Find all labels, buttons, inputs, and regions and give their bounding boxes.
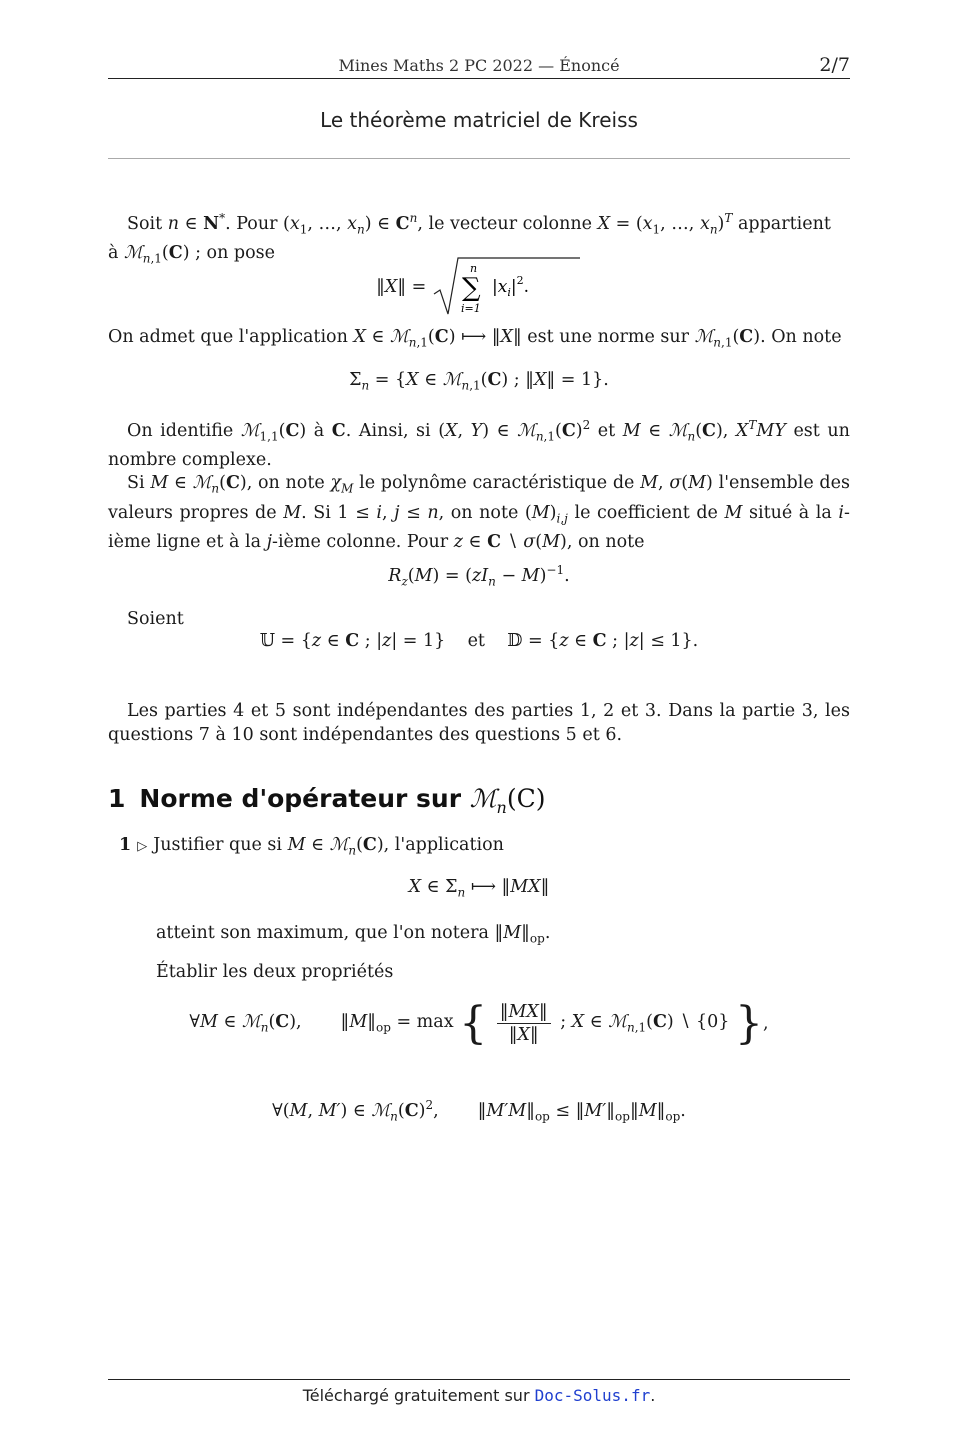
norm-formula: ‖X‖ = n ∑ i=1 $|x_i|^2$.: [108, 256, 850, 318]
footer-divider: [108, 1379, 850, 1380]
footer-text: Téléchargé gratuitement sur: [302, 1386, 530, 1405]
charpoly-text-f: , on note: [438, 502, 519, 523]
title-divider: [108, 158, 850, 159]
sigma-definition: $\Sigma_n = \{X$ ∈ ℳ$_{n,1}$(C) ; ‖X‖ = 1}.: [349, 370, 609, 393]
resolvent-formula: $R_z(M) = (zI_n - M)^{-1}$.: [388, 563, 570, 589]
section-title: Norme d'opérateur sur: [139, 784, 462, 813]
property-1-formula: ∀M ∈ ℳ$_n$(C), $‖M‖_{op} = \max$ { $\frac{‖MX‖}{‖X‖}$ ; X ∈ ℳ$_{n,1}$(C) ∖ {0} },: [189, 998, 769, 1049]
soient-label: Soient: [127, 609, 184, 629]
footer-dot: .: [650, 1386, 656, 1405]
footer-link[interactable]: Doc-Solus.fr: [534, 1386, 651, 1405]
et-word: et: [467, 631, 485, 651]
charpoly-text-g: le coefficient de: [574, 502, 718, 523]
charpoly-text-b: , on note: [246, 473, 325, 493]
admit-text-b: est une norme sur: [527, 327, 689, 347]
charpoly-text-c: le polynôme caractéristique de: [359, 473, 635, 493]
page-number: 2/7: [819, 54, 850, 76]
reach-paragraph: atteint son maximum, que l'on notera $‖M‖_{op}$.: [156, 923, 551, 946]
intro-text-a: à: [108, 243, 119, 264]
establish-paragraph: Établir les deux propriétés: [156, 962, 394, 982]
charpoly-text-j: -ième colonne. Pour: [272, 532, 449, 552]
admit-text-a: On admet que l'application: [108, 327, 348, 347]
svg-text:i=1: i=1: [460, 302, 481, 315]
header-title: Mines Maths 2 PC 2022 — Énoncé: [338, 56, 620, 75]
map-formula: X ∈ $\Sigma_n$ ⟼ ‖MX‖: [408, 877, 550, 900]
question-text-b: , l'application: [383, 835, 504, 855]
charpoly-paragraph: Si M ∈ ℳ$_n$(C), on note $\chi_M$ le polynôme caractéristique de M, σ(M) l'ensemble des valeurs propres de M. Si 1 ≤ i, j ≤ n, on note $(M)_{i,j}$ le coefficient de M situé à la i-ième ligne et à la j-ième colonne. Pour z ∈ C ∖ σ(M), on note: [108, 473, 850, 552]
svg-text:n: n: [469, 262, 477, 275]
ident-text-c: . Ainsi, si: [345, 420, 431, 441]
charpoly-text-i: -ième ligne et à la: [108, 502, 850, 552]
document-title: Le théorème matriciel de Kreiss: [320, 108, 638, 132]
section-number: 1: [108, 784, 126, 813]
charpoly-text-a: Si: [127, 473, 145, 493]
triangle-icon: ▷: [137, 839, 148, 854]
admit-paragraph: On admet que l'application X ∈ ℳ$_{n,1}$(C) ⟼ ‖X‖ est une norme sur ℳ$_{n,1}$(C). On note: [108, 327, 842, 350]
question-1: 1 ▷ Justifier que si M ∈ ℳ$_n$(C), l'application: [119, 835, 504, 858]
admit-text-c: . On note: [760, 327, 842, 347]
running-header: [108, 54, 850, 79]
charpoly-text-d: l'ensemble des valeurs propres de: [108, 473, 850, 523]
ident-text-d: et: [597, 420, 616, 441]
question-text-a: Justifier que si: [153, 835, 283, 855]
section-heading: 1 Norme d'opérateur sur ℳ$_n$(C): [108, 784, 546, 817]
intro-text-b: ; on pose: [195, 243, 275, 264]
circle-disk-formula: 𝕌 = {z ∈ C ; |z| = 1} et 𝔻 = {z ∈ C ; |z| ≤ 1}.: [259, 631, 699, 651]
identify-paragraph: On identifie ℳ$_{1,1}$(C) à C. Ainsi, si (X, Y) ∈ $ℳ_{n,1}(C)^2$ et M ∈ ℳ$_n$(C), $X^TMY$ est un nombre complexe.: [108, 418, 850, 471]
svg-text:|xi|2.: $|x_i|^2$.: [491, 274, 529, 299]
ident-text-e: est un nombre complexe.: [108, 420, 850, 471]
question-number: 1: [119, 835, 132, 855]
ident-text-a: On identifie: [127, 420, 234, 441]
sqrt-sum-icon: [432, 256, 582, 318]
footer: [108, 1386, 850, 1405]
property-2-formula: ∀(M, M′) ∈ $ℳ_n(C)^2$, $‖M'M‖_{op}$ ≤ $‖M'‖_{op}‖M‖_{op}$.: [272, 1098, 686, 1124]
intro-paragraph: Soit n ∈ N*. Pour ($x_1$, …, $x_n$) ∈ $C^n$, le vecteur colonne $X = (x_1$, …, $x_n)^T$ appartient à ℳ$_{n,1}$(C) ; on pose: [108, 211, 831, 266]
independence-paragraph: Les parties 4 et 5 sont indépendantes des parties 1, 2 et 3. Dans la partie 3, les questions 7 à 10 sont indépendantes des questions 5 et 6.: [108, 701, 850, 745]
reach-text: atteint son maximum, que l'on notera: [156, 923, 489, 943]
charpoly-text-k: , on note: [566, 532, 645, 552]
svg-text:∑: ∑: [461, 273, 481, 303]
charpoly-text-h: situé à la: [749, 502, 832, 523]
charpoly-text-e: . Si: [301, 502, 331, 523]
ident-text-b: à: [313, 420, 325, 441]
